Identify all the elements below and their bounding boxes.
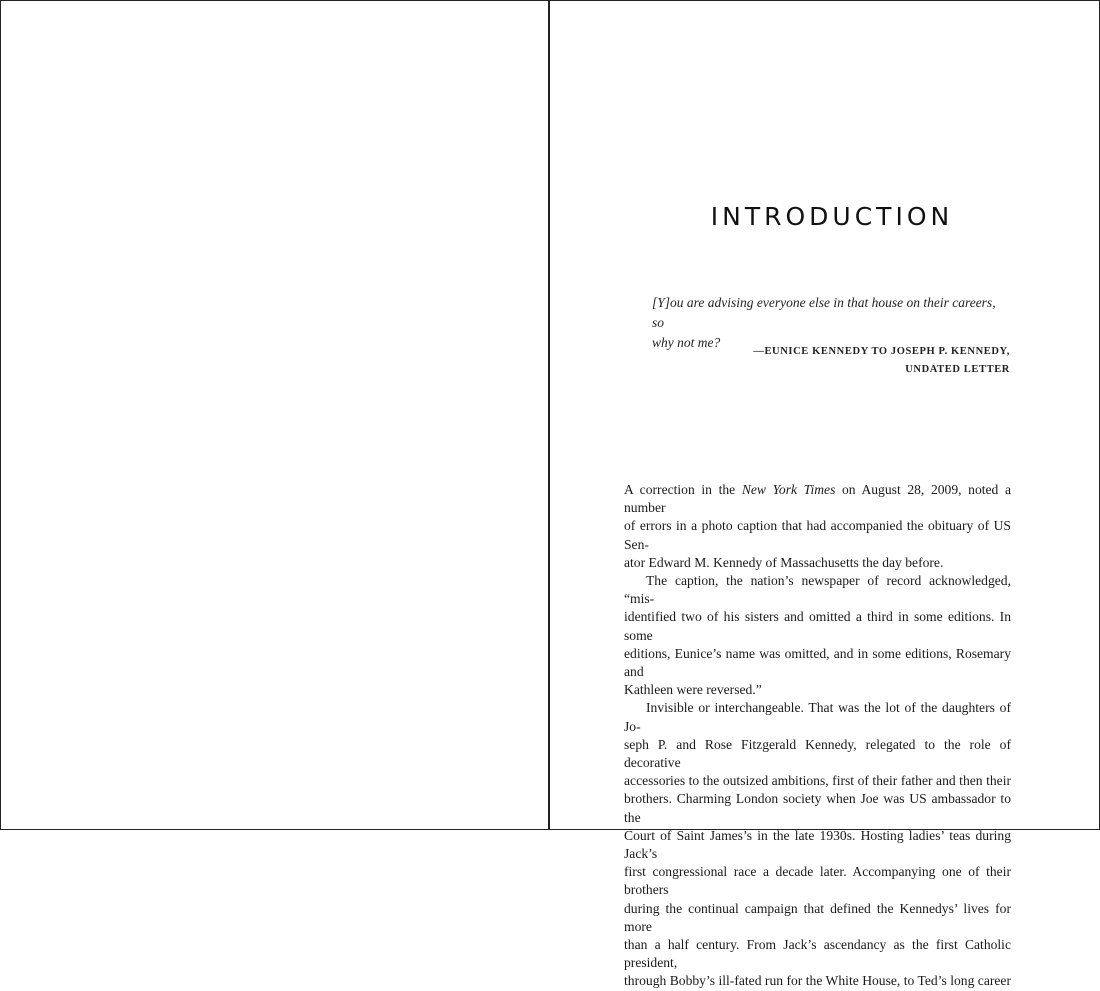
text-line: first congressional race a decade later. Accompanying one of their brothers	[624, 864, 1011, 898]
text-line: seph P. and Rose Fitzgerald Kennedy, relegated to the role of decorative	[624, 736, 1011, 771]
paragraph-3	[624, 699, 1011, 990]
text-run: A correction in the	[624, 482, 742, 497]
text-line: Kathleen were reversed.”	[624, 682, 762, 698]
left-page-blank	[1, 1, 550, 829]
text-line: of errors in a photo caption that had accompanied the obituary of US Sen-	[624, 518, 1011, 552]
attribution-line: UNDATED LETTER	[905, 364, 1010, 375]
chapter-title: INTRODUCTION	[710, 201, 954, 231]
text-line: than a half century. From Jack’s ascendancy as the first Catholic president,	[624, 937, 1011, 971]
epigraph-attribution	[652, 343, 1010, 379]
text-line: accessories to the outsized ambitions, first of their father and then their	[624, 773, 1011, 789]
epigraph-line: [Y]ou are advising everyone else in that house on their careers, so	[652, 295, 996, 330]
right-page	[552, 1, 1099, 989]
epigraph-line: why not me?	[652, 335, 721, 350]
text-line: ator Edward M. Kennedy of Massachusetts the day before.	[624, 554, 944, 570]
newspaper-name: New York Times	[741, 482, 836, 497]
attribution-line: —EUNICE KENNEDY TO JOSEPH P. KENNEDY,	[753, 346, 1010, 357]
text-line	[624, 481, 1011, 517]
text-run: on August 28, 2009, noted a number	[624, 482, 1011, 516]
text-line: during the continual campaign that defined the Kennedys’ lives for more	[624, 900, 1011, 934]
text-line: through Bobby’s ill-fated run for the White House, to Ted’s long career	[624, 973, 1011, 989]
text-line: identified two of his sisters and omitted a third in some editions. In some	[624, 609, 1011, 643]
text-line: The caption, the nation’s newspaper of record acknowledged, “mis-	[624, 573, 1011, 607]
paragraph-1	[624, 481, 1011, 572]
body-text	[624, 481, 1011, 991]
text-line: brothers. Charming London society when Joe was US ambassador to the	[624, 791, 1011, 825]
text-line: Court of Saint James’s in the late 1930s. Hosting ladies’ teas during Jack’s	[624, 827, 1011, 862]
paragraph-2	[624, 572, 1011, 699]
text-line: Invisible or interchangeable. That was the lot of the daughters of Jo-	[624, 700, 1011, 734]
text-line: editions, Eunice’s name was omitted, and in some editions, Rosemary and	[624, 645, 1011, 680]
